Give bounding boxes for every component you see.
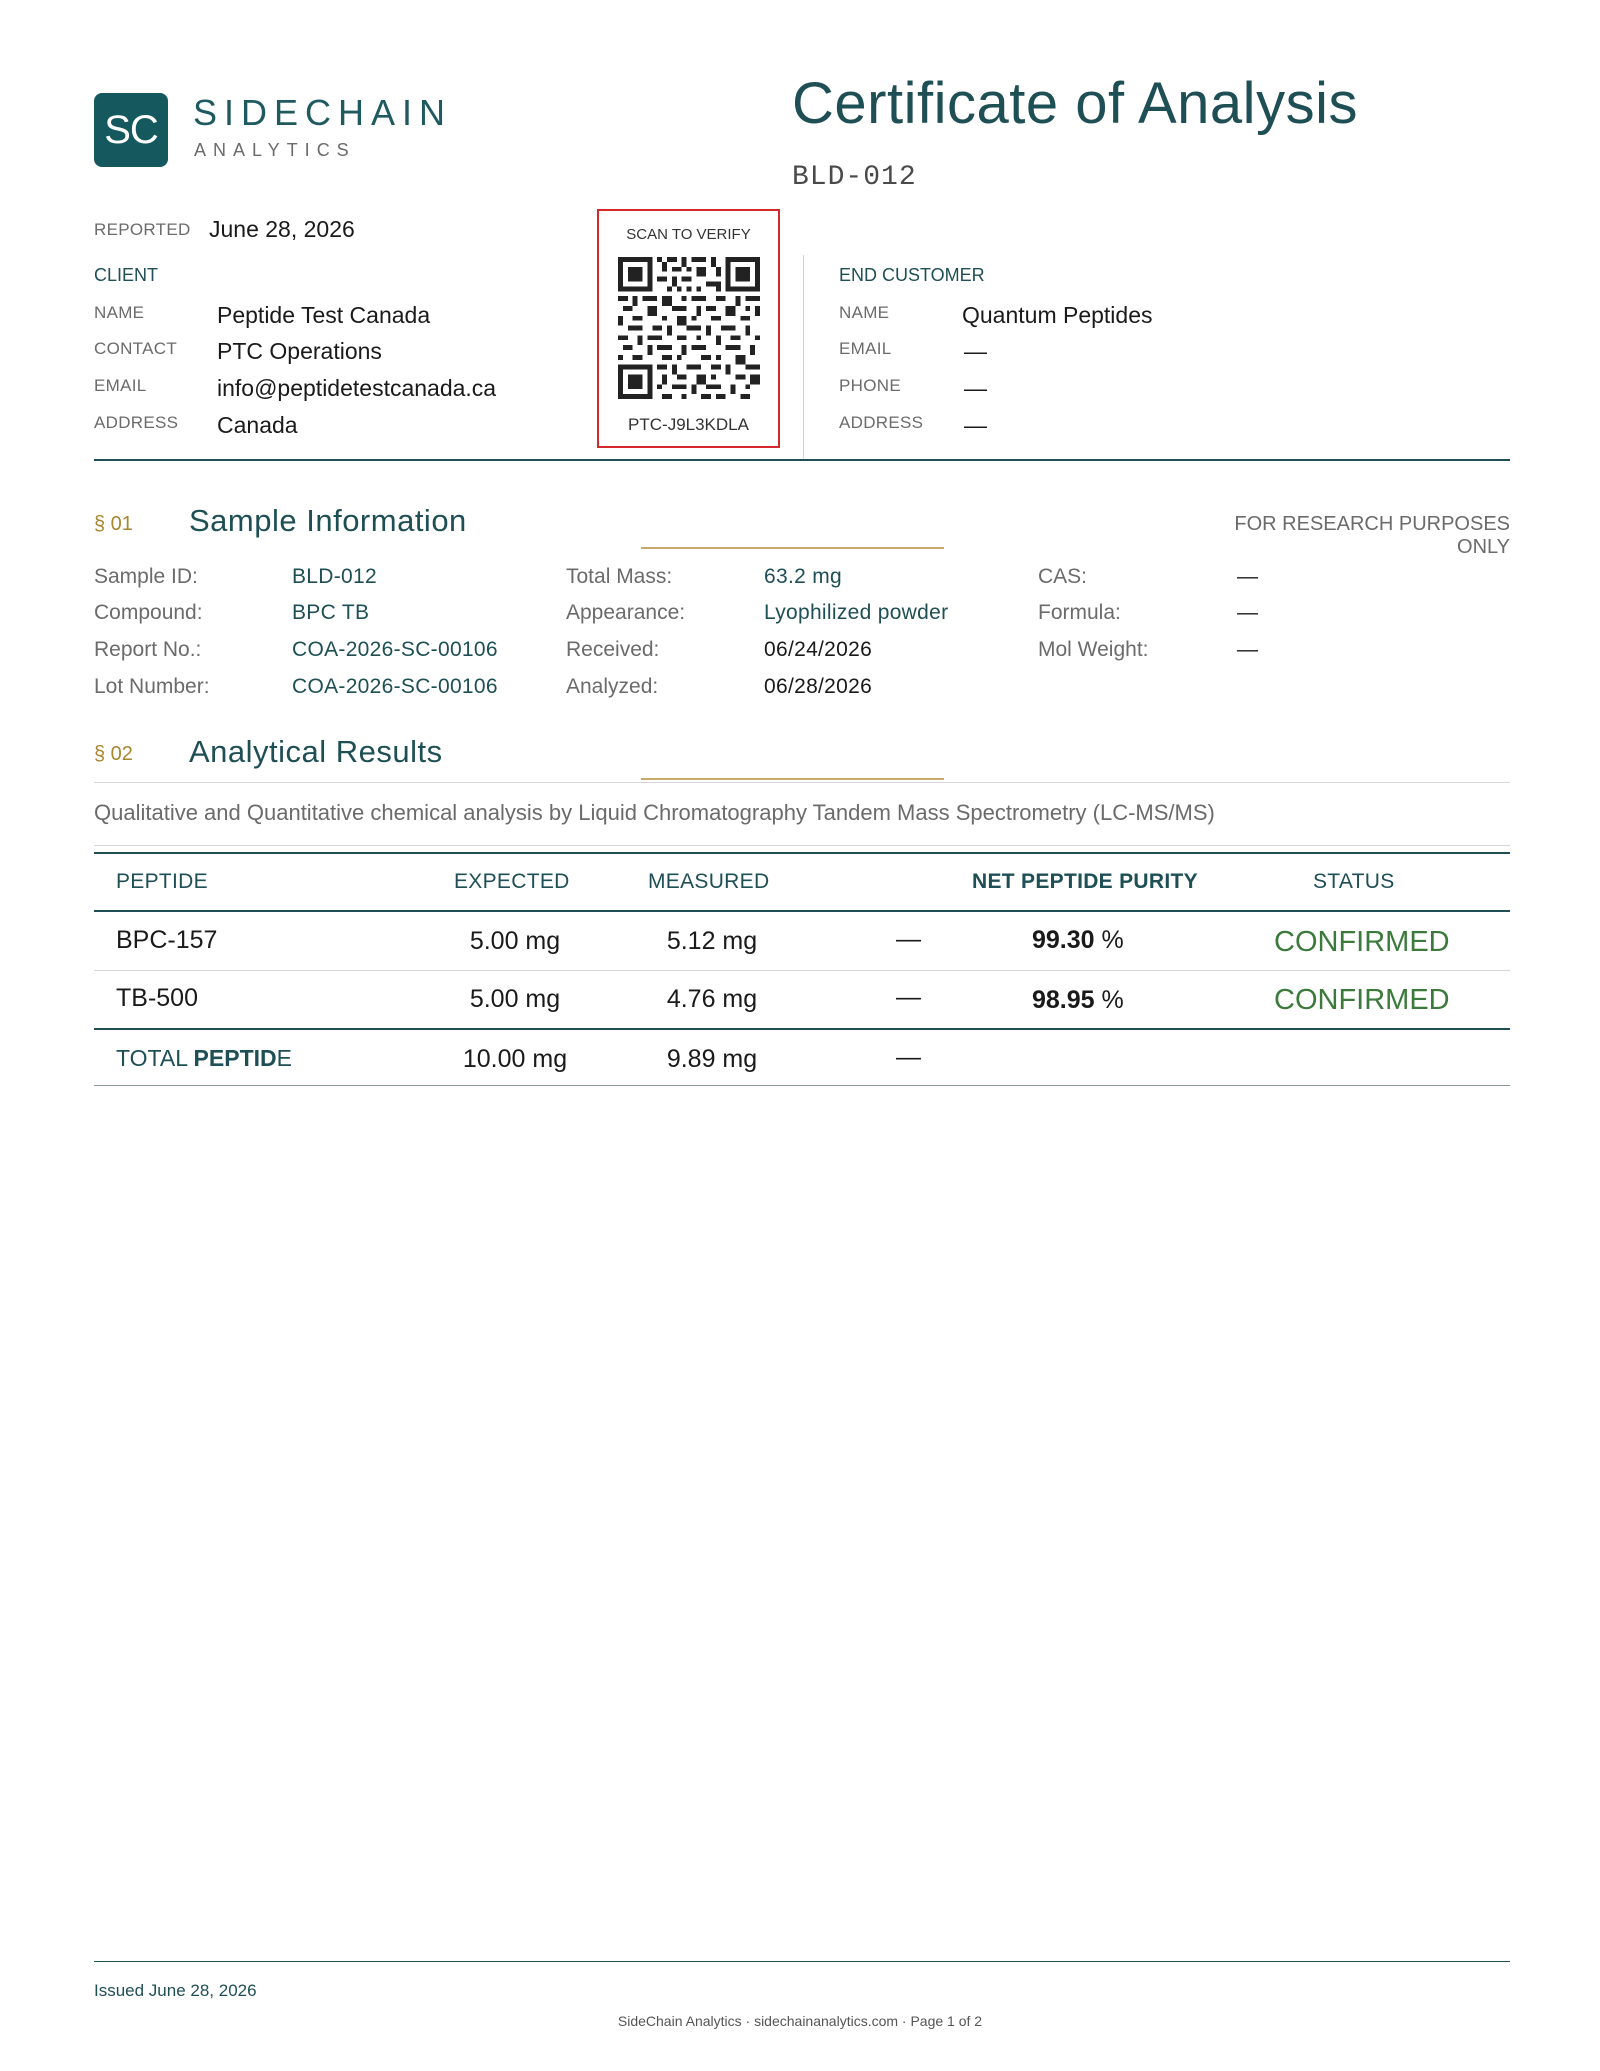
qr-code-id: PTC-J9L3KDLA xyxy=(628,415,749,434)
table-header-rule xyxy=(94,910,1510,912)
cell-dash: — xyxy=(896,983,921,1011)
client-contact-label: CONTACT xyxy=(94,339,177,358)
client-address-label: ADDRESS xyxy=(94,413,179,432)
header-divider xyxy=(94,459,1510,461)
end-customer-name-label: NAME xyxy=(839,303,890,322)
report-no-value: COA-2026-SC-00106 xyxy=(292,638,498,661)
total-mass-label: Total Mass: xyxy=(566,565,673,588)
cas-label: CAS: xyxy=(1038,565,1088,588)
document-id: BLD-012 xyxy=(792,162,917,193)
research-notice: FOR RESEARCH PURPOSES ONLY xyxy=(1234,513,1510,558)
section-number: § 02 xyxy=(94,743,133,765)
footer-text: SideChain Analytics · sidechainanalytics.com · Page 1 of 2 xyxy=(617,2013,983,2029)
total-mass-value: 63.2 mg xyxy=(764,565,842,588)
client-email-label: EMAIL xyxy=(94,376,147,395)
analyzed-label: Analyzed: xyxy=(566,675,659,698)
client-name-value: Peptide Test Canada xyxy=(217,302,431,328)
qr-verify-box xyxy=(597,209,780,448)
formula-label: Formula: xyxy=(1038,601,1121,624)
qr-code[interactable] xyxy=(618,257,760,399)
footer-divider xyxy=(94,1961,1510,1962)
section-rule xyxy=(94,782,1510,783)
sample-id-label: Sample ID: xyxy=(94,565,198,588)
appearance-value: Lyophilized powder xyxy=(764,601,949,624)
compound-label: Compound: xyxy=(94,601,203,624)
total-label-part: PEPTID xyxy=(193,1045,277,1071)
section-underline xyxy=(641,778,944,780)
mol-weight-value: — xyxy=(1237,638,1259,661)
issued-date: Issued June 28, 2026 xyxy=(94,1981,257,2000)
method-description: Qualitative and Quantitative chemical analysis by Liquid Chromatography Tandem Mass Spectrometry (LC-MS/MS) xyxy=(94,800,1215,825)
cell-peptide: TB-500 xyxy=(116,984,198,1012)
lot-number-value: COA-2026-SC-00106 xyxy=(292,675,498,698)
logo-mark xyxy=(94,93,168,167)
mol-weight-label: Mol Weight: xyxy=(1038,638,1149,661)
qr-title: SCAN TO VERIFY xyxy=(626,226,751,243)
cell-dash: — xyxy=(896,925,921,953)
table-top-rule xyxy=(94,852,1510,854)
analyzed-value: 06/28/2026 xyxy=(764,675,873,698)
document-title: Certificate of Analysis xyxy=(792,71,1358,136)
total-dash: — xyxy=(896,1043,921,1071)
section-underline xyxy=(641,547,944,549)
client-heading: CLIENT xyxy=(94,265,159,285)
cell-purity xyxy=(1032,926,1124,955)
purity-unit: % xyxy=(1101,926,1124,954)
cas-value: — xyxy=(1237,565,1259,588)
end-customer-address-value: — xyxy=(964,412,987,438)
compound-value: BPC TB xyxy=(292,601,370,624)
column-divider xyxy=(803,255,804,460)
col-header-measured: MEASURED xyxy=(648,870,770,893)
table-bottom-rule xyxy=(94,1085,1510,1086)
total-label xyxy=(116,1045,292,1072)
row-divider xyxy=(94,970,1510,971)
cell-measured: 4.76 mg xyxy=(666,985,758,1013)
end-customer-phone-label: PHONE xyxy=(839,376,901,395)
client-address-value: Canada xyxy=(217,412,298,438)
purity-value: 98.95 xyxy=(1032,986,1095,1014)
cell-purity xyxy=(1032,986,1124,1015)
cell-expected: 5.00 mg xyxy=(469,985,561,1013)
end-customer-heading: END CUSTOMER xyxy=(839,265,985,285)
received-value: 06/24/2026 xyxy=(764,638,873,661)
end-customer-email-label: EMAIL xyxy=(839,339,892,358)
end-customer-name-value: Quantum Peptides xyxy=(962,302,1153,328)
reported-date: June 28, 2026 xyxy=(209,216,355,242)
lot-number-label: Lot Number: xyxy=(94,675,210,698)
appearance-label: Appearance: xyxy=(566,601,686,624)
method-rule xyxy=(94,845,1510,846)
cell-expected: 5.00 mg xyxy=(469,927,561,955)
section-title: Sample Information xyxy=(189,503,467,538)
col-header-purity: NET PEPTIDE PURITY xyxy=(972,870,1198,893)
status-confirmed: CONFIRMED xyxy=(1274,926,1450,958)
received-label: Received: xyxy=(566,638,660,661)
end-customer-email-value: — xyxy=(964,338,987,364)
logo-initials: SC xyxy=(104,107,158,152)
col-header-status: STATUS xyxy=(1313,870,1395,893)
cell-peptide: BPC-157 xyxy=(116,926,218,954)
report-no-label: Report No.: xyxy=(94,638,202,661)
total-expected: 10.00 mg xyxy=(462,1045,568,1073)
section-number: § 01 xyxy=(94,513,133,535)
purity-unit: % xyxy=(1101,986,1124,1014)
status-confirmed: CONFIRMED xyxy=(1274,984,1450,1016)
client-name-label: NAME xyxy=(94,303,145,322)
formula-value: — xyxy=(1237,601,1259,624)
purity-value: 99.30 xyxy=(1032,926,1095,954)
col-header-expected: EXPECTED xyxy=(454,870,570,893)
client-contact-value: PTC Operations xyxy=(217,338,382,364)
total-measured: 9.89 mg xyxy=(666,1045,758,1073)
reported-label: REPORTED xyxy=(94,220,191,239)
client-email-value: info@peptidetestcanada.ca xyxy=(217,375,497,401)
section-title: Analytical Results xyxy=(189,734,443,769)
col-header-peptide: PEPTIDE xyxy=(116,870,208,893)
end-customer-address-label: ADDRESS xyxy=(839,413,924,432)
sample-id-value: BLD-012 xyxy=(292,565,377,588)
table-total-rule xyxy=(94,1028,1510,1030)
brand-name: SIDECHAIN xyxy=(193,92,453,133)
end-customer-phone-value: — xyxy=(964,375,987,401)
brand-subtitle: ANALYTICS xyxy=(194,140,356,160)
cell-measured: 5.12 mg xyxy=(666,927,758,955)
total-label-part: TOTAL xyxy=(116,1045,194,1071)
total-label-part: E xyxy=(276,1045,292,1071)
